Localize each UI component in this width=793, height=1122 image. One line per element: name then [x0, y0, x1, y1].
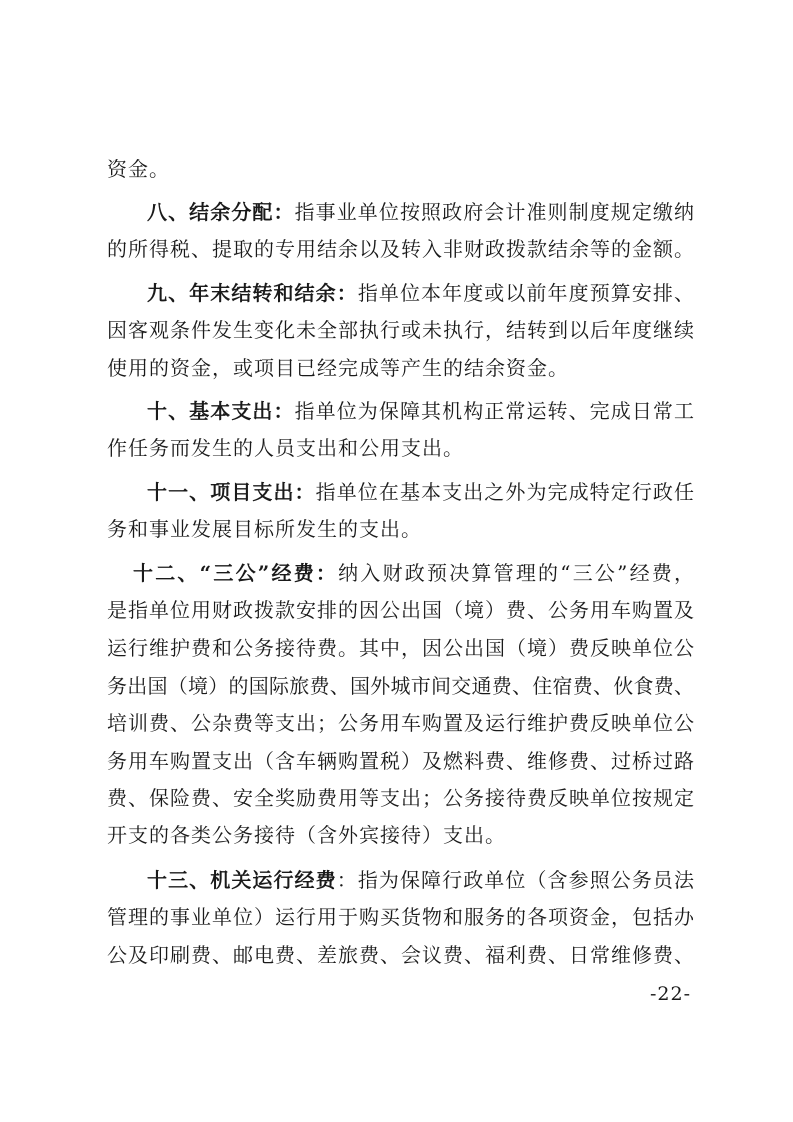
text-line — [107, 435, 694, 461]
body-text: 纳入财政预决算管理的“三公”经费， — [338, 561, 697, 585]
section-heading: 十一、项目支出： — [147, 480, 316, 504]
section-heading: 十三、机关运行经费 — [147, 868, 337, 892]
text-line — [107, 822, 694, 848]
text-line — [107, 942, 694, 968]
text-line — [133, 560, 697, 586]
text-line — [147, 479, 694, 505]
body-text: 开支的各类公务接待（含外宾接待）支出。 — [107, 823, 506, 847]
page-number: -22- — [650, 983, 692, 1005]
body-text: 作任务而发生的人员支出和公用支出。 — [107, 436, 464, 460]
text-line — [107, 355, 694, 381]
section-heading: 十、基本支出： — [147, 399, 295, 423]
text-line — [107, 317, 694, 343]
body-text: 指单位本年度或以前年度预算安排、 — [357, 281, 696, 305]
body-text: 培训费、公杂费等支出；公务用车购置及运行维护费反映单位公 — [107, 711, 695, 735]
body-text: 指单位在基本支出之外为完成特定行政任 — [315, 480, 696, 504]
body-text: 的所得税、提取的专用结余以及转入非财政拨款结余等的金额。 — [107, 237, 695, 261]
text-line — [107, 748, 694, 774]
text-line — [147, 867, 694, 893]
section-heading: 十二、“三公”经费： — [133, 561, 339, 585]
body-text: ：指为保障行政单位（含参照公务员法 — [336, 868, 696, 892]
body-text: 是指单位用财政拨款安排的因公出国（境）费、公务用车购置及 — [107, 598, 695, 622]
text-line — [107, 236, 694, 262]
body-text: 指单位为保障其机构正常运转、完成日常工 — [294, 399, 696, 423]
text-line — [107, 597, 694, 623]
text-line — [147, 280, 694, 306]
body-text: 资金。 — [107, 157, 170, 181]
body-text: 运行维护费和公务接待费。其中，因公出国（境）费反映单位公 — [107, 636, 695, 660]
body-text: 使用的资金，或项目已经完成等产生的结余资金。 — [107, 356, 569, 380]
section-heading: 九、年末结转和结余： — [147, 281, 358, 305]
body-text: 因客观条件发生变化未全部执行或未执行，结转到以后年度继续 — [107, 318, 695, 342]
text-line — [107, 785, 694, 811]
body-text: 管理的事业单位）运行用于购买货物和服务的各项资金，包括办 — [107, 905, 695, 929]
body-text: 务出国（境）的国际旅费、国外城市间交通费、住宿费、伙食费、 — [107, 674, 695, 698]
text-line — [107, 156, 694, 182]
text-line — [107, 673, 694, 699]
body-text: 指事业单位按照政府会计准则制度规定缴纳 — [294, 200, 696, 224]
body-text: 公及印刷费、邮电费、差旅费、会议费、福利费、日常维修费、 — [107, 943, 695, 967]
text-line — [107, 904, 694, 930]
text-line — [107, 516, 694, 542]
body-text: 务和事业发展目标所发生的支出。 — [107, 517, 422, 541]
text-line — [147, 199, 694, 225]
section-heading: 八、结余分配： — [147, 200, 295, 224]
text-line — [107, 710, 694, 736]
text-line — [147, 398, 694, 424]
text-line — [107, 635, 694, 661]
body-text: 费、保险费、安全奖励费用等支出；公务接待费反映单位按规定 — [107, 786, 695, 810]
body-text: 务用车购置支出（含车辆购置税）及燃料费、维修费、过桥过路 — [107, 749, 695, 773]
